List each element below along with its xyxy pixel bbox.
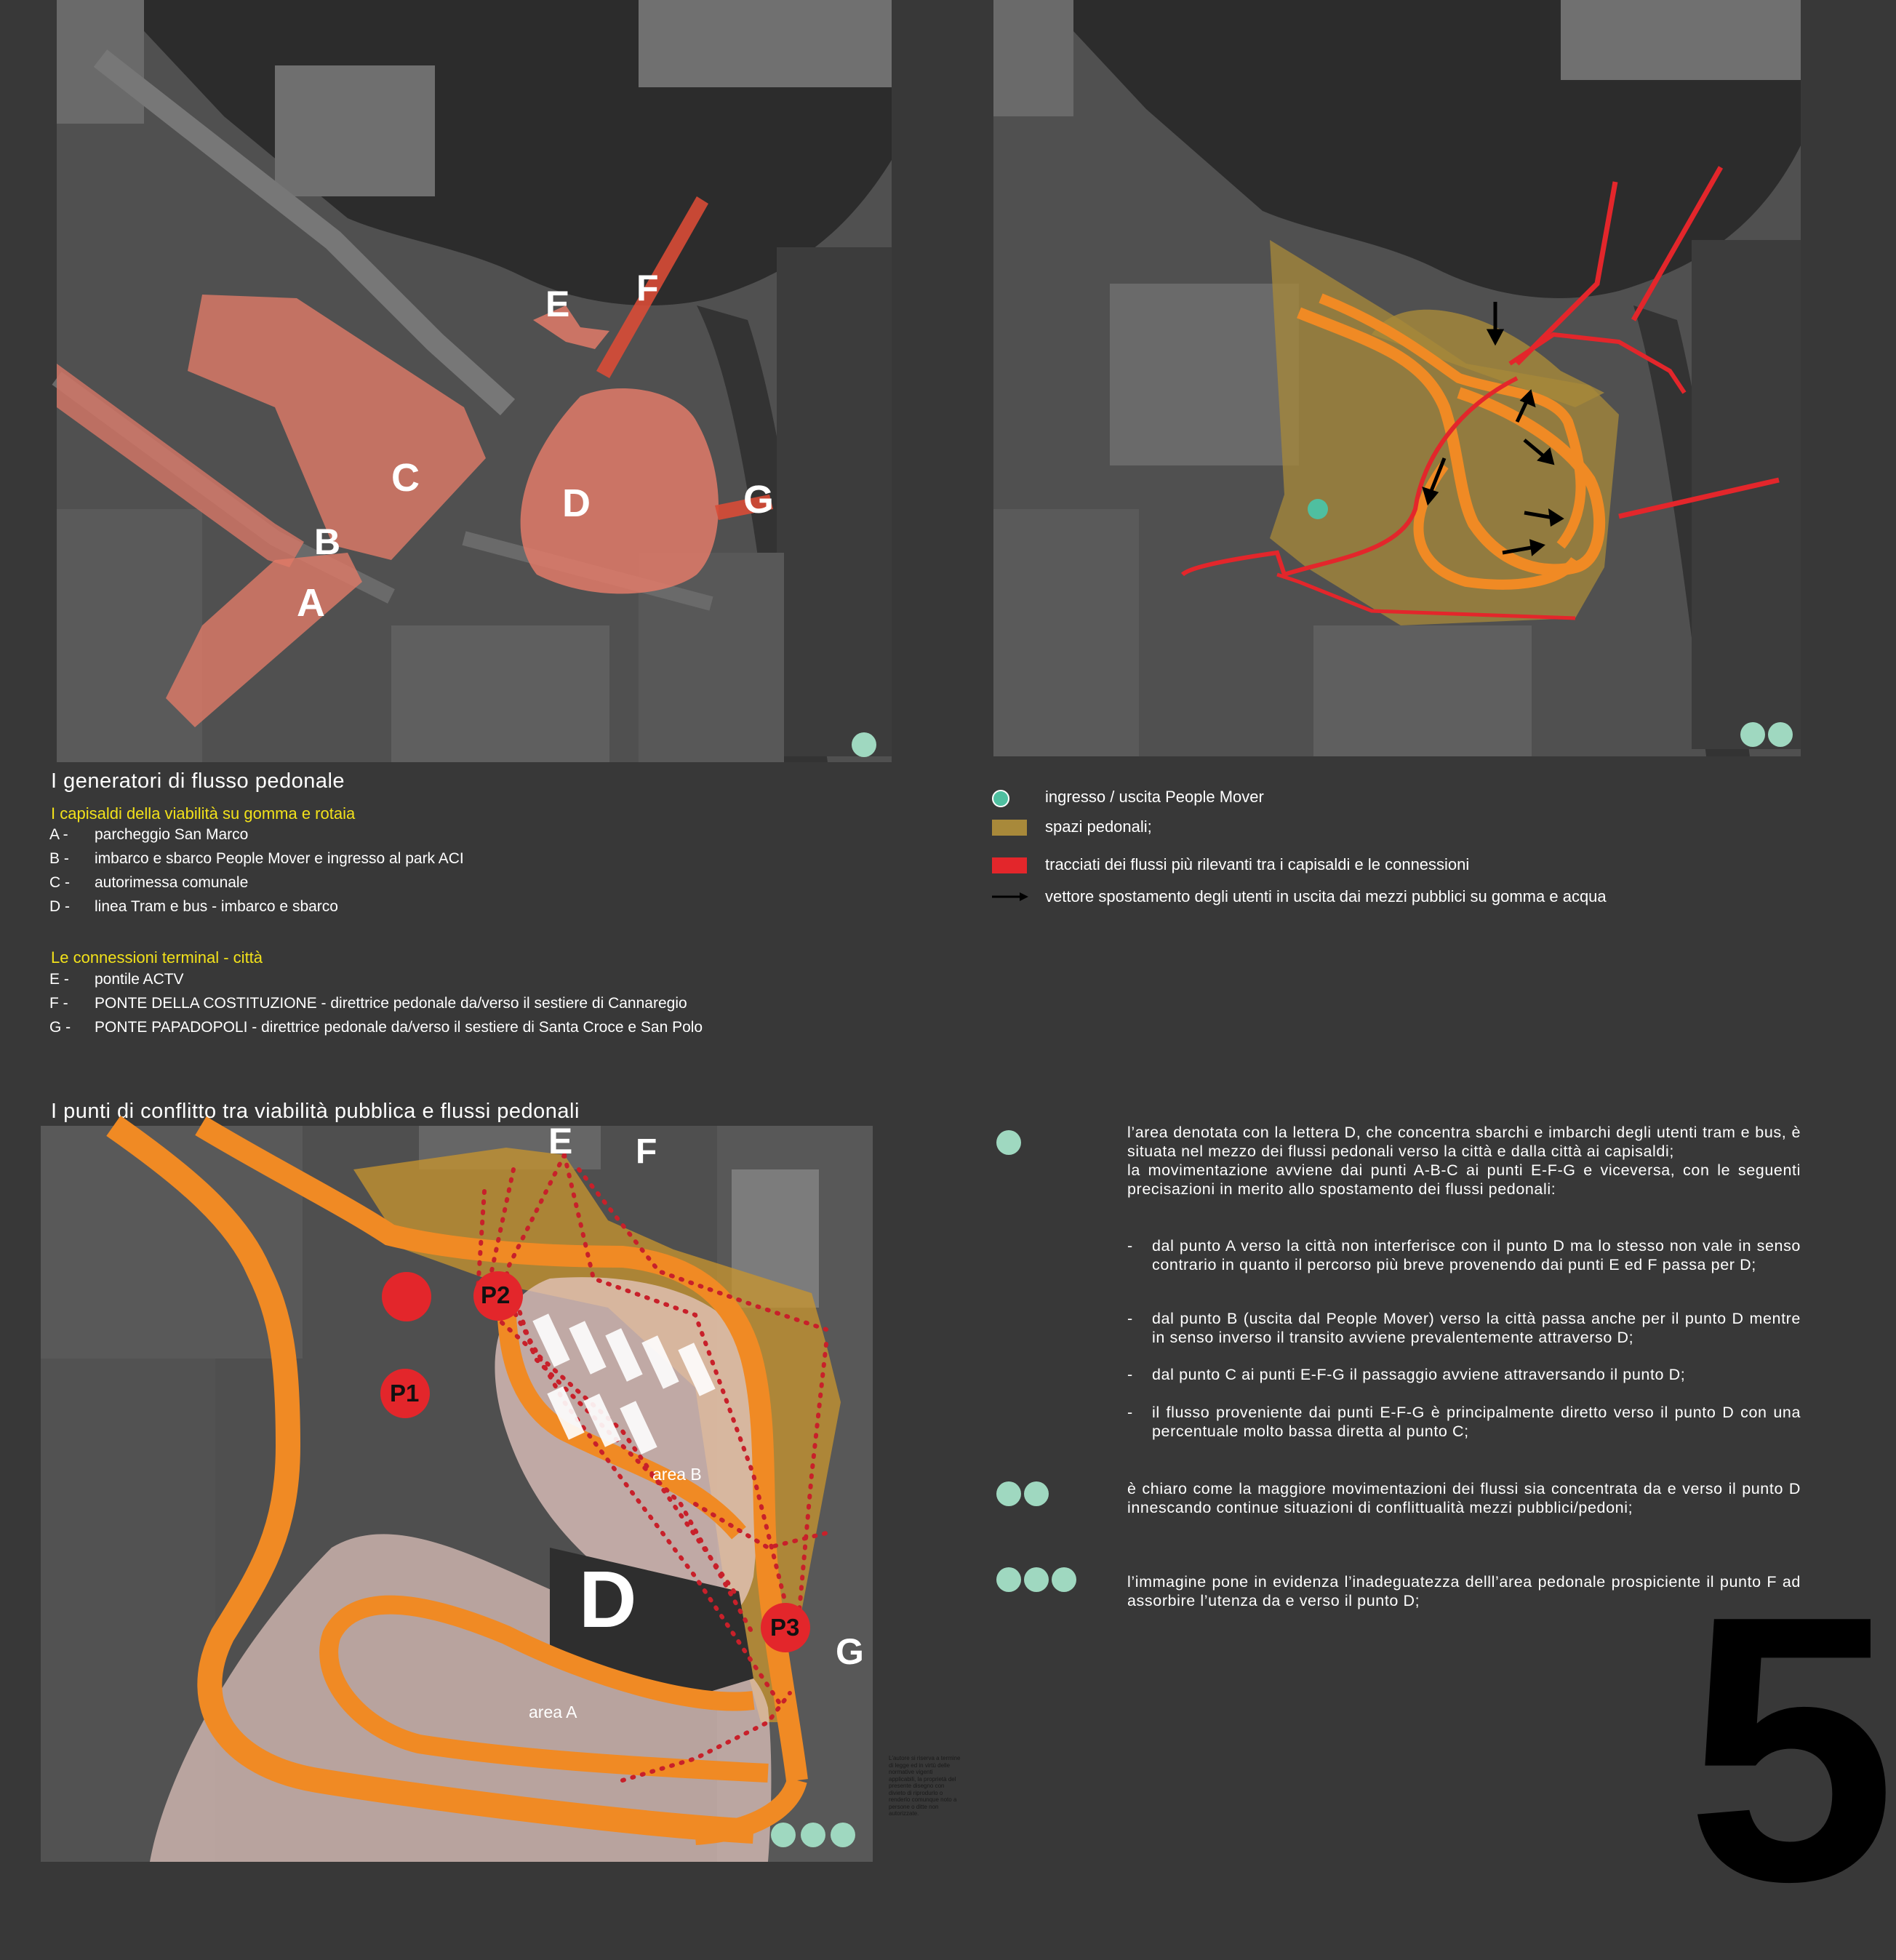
people-mover-icon — [992, 790, 1009, 807]
note-intro-2: la movimentazione avviene dai punti A-B-C ai punti E-F-G e viceversa, con le seguenti precisazioni in merito allo spostamento dei flussi pedonali: — [1127, 1161, 1801, 1198]
legend-pedestrian-text: spazi pedonali; — [1045, 817, 1152, 836]
list-item — [49, 971, 184, 988]
list-text: PONTE PAPADOPOLI - direttrice pedonale da/verso il sestiere di Santa Croce e San Polo — [95, 1019, 703, 1036]
note-bullet-3 — [1127, 1365, 1801, 1385]
map3-label-F: F — [636, 1132, 657, 1171]
flow-swatch — [992, 857, 1027, 873]
map1-label-B: B — [314, 521, 341, 562]
map3-label-D: D — [579, 1555, 637, 1644]
page-number: 5 — [1686, 1537, 1896, 1960]
list-text: imbarco e sbarco People Mover e ingresso al park ACI — [95, 850, 464, 867]
list-key: D - — [49, 898, 70, 915]
section1-title: I generatori di flusso pedonale — [51, 769, 345, 793]
map1-label-D: D — [562, 481, 591, 525]
pedestrian-swatch — [992, 820, 1027, 836]
list-key: F - — [49, 995, 68, 1012]
legend-flow-text: tracciati dei flussi più rilevanti tra i capisaldi e le connessioni — [1045, 855, 1470, 873]
three-dot-marker-map3-1 — [771, 1823, 796, 1847]
fine-print: L'autore si riserva a termine di legge ed in virtù delle normative vigenti applicabili, la proprietà del presente disegno con divieto di riprodurlo o renderlo comunque noto a persone o ditte non autorizzate. — [889, 1755, 961, 1817]
note-bullet-1 — [1127, 1236, 1801, 1295]
list-item — [49, 826, 248, 844]
list-item — [49, 1019, 703, 1036]
map-capisaldi — [57, 0, 892, 762]
list-item — [49, 995, 687, 1012]
section2-title: I punti di conflitto tra viabilità pubblica e flussi pedonali — [51, 1100, 580, 1123]
arrow-icon — [991, 890, 1030, 903]
two-dot-marker-note-2 — [1024, 1481, 1049, 1506]
map3-label-E: E — [548, 1121, 573, 1161]
map3-label-P3: P3 — [770, 1614, 800, 1641]
map3-label-P2: P2 — [481, 1281, 511, 1308]
note-three-dots: l’immagine pone in evidenza l’inadeguatezza delll’area pedonale prospiciente il punto F ad assorbire l’utenza da e verso il punto D; — [1127, 1573, 1801, 1609]
three-dot-marker-map3-2 — [801, 1823, 825, 1847]
note-two-dots: è chiaro come la maggiore movimentazioni dei flussi sia concentrata da e verso il punto D innescando continue situazioni di conflittualità mezzi pubblici/pedoni; — [1127, 1480, 1801, 1516]
map3-label-area-a: area A — [529, 1703, 577, 1721]
list-text: linea Tram e bus - imbarco e sbarco — [95, 898, 338, 915]
map1-label-A: A — [297, 581, 325, 625]
list-text: autorimessa comunale — [95, 874, 249, 891]
map1-label-F: F — [636, 268, 659, 308]
two-dot-marker-note-1 — [996, 1481, 1021, 1506]
bullet-text: il flusso proveniente dai punti E-F-G è principalmente diretto verso il punto D con una percentuale molto bassa diretta al punto C; — [1152, 1404, 1801, 1440]
bullet-text: dal punto C ai punti E-F-G il passaggio avviene attraversando il punto D; — [1152, 1366, 1686, 1383]
bullet-mark: - — [1127, 1404, 1133, 1421]
bullet-mark: - — [1127, 1237, 1133, 1255]
bullet-text: dal punto B (uscita dal People Mover) verso la città passa anche per il punto D mentre in senso inverso il transito avviene prevalentemente attraverso D; — [1152, 1310, 1801, 1346]
note-bullet-2 — [1127, 1309, 1801, 1348]
two-dot-marker-map2-2 — [1768, 722, 1793, 747]
legend-arrow-text: vettore spostamento degli utenti in uscita dai mezzi pubblici su gomma e acqua — [1045, 887, 1607, 905]
map1-label-E: E — [545, 284, 570, 324]
list-key: G - — [49, 1019, 71, 1036]
section1-group1-title: I capisaldi della viabilità su gomma e rotaia — [51, 804, 356, 823]
list-key: A - — [49, 826, 68, 843]
section1-group2-title: Le connessioni terminal - città — [51, 948, 263, 967]
note-one-dot — [1127, 1123, 1801, 1199]
one-dot-marker-map1 — [852, 732, 876, 757]
note-intro-1: l’area denotata con la lettera D, che concentra sbarchi e imbarchi degli utenti tram e bus, è situata nel mezzo dei flussi pedonali verso la città e dalla città ai capisaldi; — [1127, 1124, 1801, 1160]
list-text: pontile ACTV — [95, 971, 184, 988]
map-conflitti — [41, 1126, 873, 1862]
legend-people-mover-text: ingresso / uscita People Mover — [1045, 788, 1264, 806]
list-item — [49, 874, 248, 892]
map1-label-G: G — [743, 478, 775, 521]
list-key: C - — [49, 874, 70, 891]
list-text: PONTE DELLA COSTITUZIONE - direttrice pedonale da/verso il sestiere di Cannaregio — [95, 995, 687, 1012]
three-dot-marker-note-3 — [1052, 1567, 1076, 1592]
note-bullet-4 — [1127, 1403, 1801, 1442]
map3-label-G: G — [836, 1631, 864, 1672]
list-key: B - — [49, 850, 69, 867]
map-flussi — [993, 0, 1801, 756]
one-dot-marker-note — [996, 1130, 1021, 1155]
list-item — [49, 898, 338, 916]
three-dot-marker-note-1 — [996, 1567, 1021, 1592]
bullet-mark: - — [1127, 1366, 1133, 1383]
list-key: E - — [49, 971, 69, 988]
list-item — [49, 850, 464, 868]
bullet-mark: - — [1127, 1310, 1133, 1327]
list-text: parcheggio San Marco — [95, 826, 249, 843]
map3-label-area-b: area B — [652, 1465, 702, 1484]
map3-label-P1: P1 — [390, 1380, 420, 1407]
two-dot-marker-map2-1 — [1740, 722, 1765, 747]
three-dot-marker-note-2 — [1024, 1567, 1049, 1592]
map1-label-C: C — [391, 456, 420, 500]
bullet-text: dal punto A verso la città non interferisce con il punto D ma lo stesso non vale in senso contrario in quanto il percorso più breve provenendo dai punti E ed F passa per D; — [1152, 1237, 1801, 1273]
three-dot-marker-map3-3 — [831, 1823, 855, 1847]
